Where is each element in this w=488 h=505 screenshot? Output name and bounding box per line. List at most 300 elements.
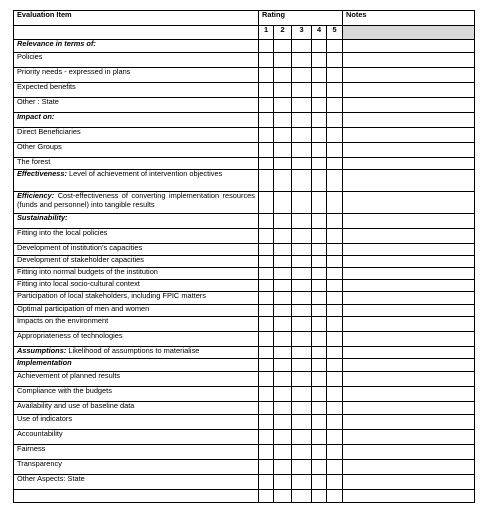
evaluation-item-cell: [14, 317, 259, 332]
evaluation-row: [14, 305, 475, 317]
rating-cell-3[interactable]: [292, 387, 312, 402]
evaluation-item-cell: [14, 128, 259, 143]
rating-cell-4[interactable]: [312, 415, 327, 430]
rating-cell-3[interactable]: [292, 347, 312, 359]
evaluation-row: [14, 415, 475, 430]
rating-cell-5[interactable]: [327, 317, 343, 332]
item-lead-label: Efficiency:: [17, 191, 55, 200]
notes-cell[interactable]: [343, 292, 475, 305]
evaluation-row: [14, 372, 475, 387]
rating-cell-2[interactable]: [274, 268, 292, 280]
item-label: Availability and use of baseline data: [17, 401, 135, 410]
rating-cell-2[interactable]: [274, 244, 292, 256]
rating-cell-2[interactable]: [274, 490, 292, 503]
rating-cell-4[interactable]: [312, 317, 327, 332]
rating-cell-5[interactable]: [327, 280, 343, 292]
rating-cell-5[interactable]: [327, 387, 343, 402]
notes-cell[interactable]: [343, 372, 475, 387]
rating-cell-3[interactable]: [292, 170, 312, 192]
notes-cell[interactable]: [343, 347, 475, 359]
rating-cell-3[interactable]: [292, 98, 312, 113]
rating-cell-4[interactable]: [312, 40, 327, 53]
notes-cell[interactable]: [343, 113, 475, 128]
notes-cell[interactable]: [343, 256, 475, 268]
rating-cell-3[interactable]: [292, 402, 312, 415]
rating-cell-1[interactable]: [259, 256, 274, 268]
evaluation-item-cell: [14, 98, 259, 113]
rating-3-header: 3: [292, 26, 312, 40]
rating-cell-5[interactable]: [327, 372, 343, 387]
evaluation-row: [14, 430, 475, 445]
evaluation-row: [14, 268, 475, 280]
rating-cell-1[interactable]: [259, 40, 274, 53]
rating-cell-5[interactable]: [327, 113, 343, 128]
rating-cell-2[interactable]: [274, 192, 292, 214]
rating-cell-3[interactable]: [292, 280, 312, 292]
notes-cell[interactable]: [343, 53, 475, 68]
rating-cell-3[interactable]: [292, 128, 312, 143]
rating-cell-3[interactable]: [292, 359, 312, 372]
rating-cell-4[interactable]: [312, 68, 327, 83]
item-lead-label: Assumptions:: [17, 346, 67, 355]
rating-cell-5[interactable]: [327, 445, 343, 460]
rating-cell-2[interactable]: [274, 317, 292, 332]
rating-cell-4[interactable]: [312, 292, 327, 305]
rating-cell-3[interactable]: [292, 372, 312, 387]
rating-cell-4[interactable]: [312, 113, 327, 128]
notes-shaded-cell: [343, 26, 475, 40]
evaluation-item-cell: [14, 445, 259, 460]
rating-cell-4[interactable]: [312, 359, 327, 372]
evaluation-item-cell: [14, 292, 259, 305]
evaluation-item-cell: [14, 387, 259, 402]
evaluation-row: [14, 317, 475, 332]
item-label: Use of indicators: [17, 414, 73, 423]
rating-header: Rating: [259, 11, 343, 26]
rating-cell-3[interactable]: [292, 305, 312, 317]
evaluation-row: [14, 280, 475, 292]
evaluation-row: [14, 98, 475, 113]
notes-cell[interactable]: [343, 170, 475, 192]
evaluation-row: [14, 256, 475, 268]
rating-cell-1[interactable]: [259, 332, 274, 347]
rating-cell-3[interactable]: [292, 68, 312, 83]
rating-cell-4[interactable]: [312, 256, 327, 268]
rating-cell-5[interactable]: [327, 402, 343, 415]
rating-cell-3[interactable]: [292, 40, 312, 53]
rating-cell-5[interactable]: [327, 359, 343, 372]
item-label: Impacts on the environment: [17, 316, 109, 325]
item-label: Direct Beneficiaries: [17, 127, 81, 136]
evaluation-item-cell: [14, 460, 259, 475]
notes-cell[interactable]: [343, 402, 475, 415]
rating-cell-2[interactable]: [274, 387, 292, 402]
rating-cell-4[interactable]: [312, 347, 327, 359]
evaluation-item-cell: [14, 192, 259, 214]
rating-cell-4[interactable]: [312, 170, 327, 192]
evaluation-row: [14, 244, 475, 256]
item-label: The forest: [17, 157, 51, 166]
rating-cell-4[interactable]: [312, 460, 327, 475]
rating-cell-1[interactable]: [259, 460, 274, 475]
notes-header: Notes: [343, 11, 475, 26]
item-lead-label: Effectiveness:: [17, 169, 67, 178]
rating-cell-4[interactable]: [312, 475, 327, 490]
evaluation-item-cell: [14, 332, 259, 347]
rating-cell-4[interactable]: [312, 268, 327, 280]
rating-cell-4[interactable]: [312, 387, 327, 402]
rating-cell-3[interactable]: [292, 192, 312, 214]
rating-cell-2[interactable]: [274, 445, 292, 460]
rating-cell-5[interactable]: [327, 292, 343, 305]
rating-scale-row: [14, 26, 475, 40]
rating-cell-3[interactable]: [292, 53, 312, 68]
rating-cell-1[interactable]: [259, 143, 274, 158]
item-label: Optimal participation of men and women: [17, 304, 150, 313]
item-label: Fairness: [17, 444, 46, 453]
rating-cell-3[interactable]: [292, 256, 312, 268]
evaluation-item-cell: [14, 214, 259, 229]
rating-cell-5[interactable]: [327, 305, 343, 317]
notes-cell[interactable]: [343, 229, 475, 244]
evaluation-item-cell: [14, 402, 259, 415]
rating-cell-4[interactable]: [312, 445, 327, 460]
item-label: Achievement of planned results: [17, 371, 121, 380]
rating-cell-2[interactable]: [274, 68, 292, 83]
evaluation-row: [14, 359, 475, 372]
evaluation-row: [14, 158, 475, 170]
evaluation-item-cell: [14, 83, 259, 98]
rating-cell-3[interactable]: [292, 460, 312, 475]
rating-cell-2[interactable]: [274, 98, 292, 113]
evaluation-row: [14, 170, 475, 192]
rating-cell-3[interactable]: [292, 158, 312, 170]
evaluation-row: [14, 214, 475, 229]
evaluation-row: [14, 143, 475, 158]
rating-cell-1[interactable]: [259, 430, 274, 445]
rating-cell-5[interactable]: [327, 256, 343, 268]
rating-cell-2[interactable]: [274, 292, 292, 305]
item-label: Priority needs - expressed in plans: [17, 67, 131, 76]
rating-cell-3[interactable]: [292, 445, 312, 460]
item-label: Level of achievement of intervention objectives: [66, 169, 223, 178]
rating-4-header: 4: [312, 26, 327, 40]
rating-cell-2[interactable]: [274, 143, 292, 158]
evaluation-row: [14, 192, 475, 214]
evaluation-item-cell: [14, 229, 259, 244]
item-label: Other Aspects: State: [17, 474, 85, 483]
evaluation-item-cell: [14, 158, 259, 170]
notes-cell[interactable]: [343, 430, 475, 445]
rating-cell-1[interactable]: [259, 268, 274, 280]
evaluation-row: [14, 292, 475, 305]
evaluation-item-cell: [14, 475, 259, 490]
rating-cell-5[interactable]: [327, 332, 343, 347]
notes-cell[interactable]: [343, 359, 475, 372]
evaluation-item-cell: [14, 347, 259, 359]
evaluation-row: [14, 128, 475, 143]
rating-cell-3[interactable]: [292, 475, 312, 490]
rating-cell-1[interactable]: [259, 445, 274, 460]
rating-cell-1[interactable]: [259, 192, 274, 214]
rating-2-header: 2: [274, 26, 292, 40]
evaluation-row: [14, 53, 475, 68]
item-label: Fitting into the local policies: [17, 228, 108, 237]
evaluation-row: [14, 347, 475, 359]
notes-cell[interactable]: [343, 98, 475, 113]
evaluation-item-cell: [14, 170, 259, 192]
rating-cell-5[interactable]: [327, 98, 343, 113]
blank-cell: [14, 26, 259, 40]
notes-cell[interactable]: [343, 305, 475, 317]
evaluation-row: [14, 332, 475, 347]
rating-cell-2[interactable]: [274, 347, 292, 359]
rating-cell-5[interactable]: [327, 268, 343, 280]
rating-cell-4[interactable]: [312, 402, 327, 415]
rating-cell-2[interactable]: [274, 280, 292, 292]
rating-cell-2[interactable]: [274, 214, 292, 229]
rating-cell-2[interactable]: [274, 372, 292, 387]
item-label: Cost-effectiveness of converting implementation resources (funds and personnel) into tangible results: [17, 191, 255, 209]
notes-cell[interactable]: [343, 40, 475, 53]
rating-cell-1[interactable]: [259, 170, 274, 192]
rating-cell-1[interactable]: [259, 244, 274, 256]
rating-cell-5[interactable]: [327, 415, 343, 430]
rating-cell-5[interactable]: [327, 68, 343, 83]
item-label: Appropriateness of technologies: [17, 331, 123, 340]
evaluation-row: [14, 402, 475, 415]
rating-cell-3[interactable]: [292, 490, 312, 503]
rating-cell-4[interactable]: [312, 229, 327, 244]
evaluation-item-cell: [14, 268, 259, 280]
evaluation-item-cell: [14, 359, 259, 372]
evaluation-row: [14, 445, 475, 460]
notes-cell[interactable]: [343, 415, 475, 430]
rating-cell-1[interactable]: [259, 214, 274, 229]
item-label: Fitting into local socio-cultural context: [17, 279, 140, 288]
rating-cell-2[interactable]: [274, 83, 292, 98]
rating-cell-4[interactable]: [312, 53, 327, 68]
rating-cell-1[interactable]: [259, 98, 274, 113]
notes-cell[interactable]: [343, 83, 475, 98]
section-heading: Sustainability:: [17, 213, 68, 222]
rating-cell-1[interactable]: [259, 68, 274, 83]
notes-cell[interactable]: [343, 68, 475, 83]
rating-cell-3[interactable]: [292, 268, 312, 280]
rating-cell-3[interactable]: [292, 113, 312, 128]
rating-cell-1[interactable]: [259, 415, 274, 430]
rating-cell-3[interactable]: [292, 214, 312, 229]
notes-cell[interactable]: [343, 128, 475, 143]
evaluation-row: [14, 68, 475, 83]
item-label: Other : State: [17, 97, 59, 106]
notes-cell[interactable]: [343, 268, 475, 280]
rating-cell-2[interactable]: [274, 430, 292, 445]
rating-cell-2[interactable]: [274, 415, 292, 430]
rating-cell-2[interactable]: [274, 305, 292, 317]
rating-cell-5[interactable]: [327, 244, 343, 256]
evaluation-item-cell: [14, 256, 259, 268]
evaluation-item-cell: [14, 490, 259, 503]
rating-cell-1[interactable]: [259, 490, 274, 503]
rating-cell-3[interactable]: [292, 83, 312, 98]
rating-cell-2[interactable]: [274, 359, 292, 372]
evaluation-row: [14, 113, 475, 128]
notes-cell[interactable]: [343, 244, 475, 256]
rating-cell-1[interactable]: [259, 317, 274, 332]
rating-cell-4[interactable]: [312, 280, 327, 292]
rating-cell-4[interactable]: [312, 332, 327, 347]
rating-cell-3[interactable]: [292, 430, 312, 445]
rating-cell-3[interactable]: [292, 415, 312, 430]
evaluation-item-cell: [14, 244, 259, 256]
item-label: Participation of local stakeholders, including FPIC matters: [17, 291, 206, 300]
rating-cell-2[interactable]: [274, 332, 292, 347]
item-label: Development of stakeholder capacities: [17, 255, 144, 264]
rating-cell-5[interactable]: [327, 170, 343, 192]
rating-cell-4[interactable]: [312, 128, 327, 143]
notes-cell[interactable]: [343, 192, 475, 214]
rating-cell-1[interactable]: [259, 359, 274, 372]
rating-cell-5[interactable]: [327, 192, 343, 214]
rating-cell-1[interactable]: [259, 128, 274, 143]
rating-cell-5[interactable]: [327, 158, 343, 170]
evaluation-row: [14, 490, 475, 503]
rating-cell-2[interactable]: [274, 475, 292, 490]
evaluation-item-header: Evaluation Item: [14, 11, 259, 26]
item-label: Expected benefits: [17, 82, 76, 91]
section-heading: Relevance in terms of:: [17, 39, 96, 48]
rating-cell-1[interactable]: [259, 83, 274, 98]
item-label: Transparency: [17, 459, 62, 468]
rating-cell-1[interactable]: [259, 347, 274, 359]
evaluation-item-cell: [14, 53, 259, 68]
notes-cell[interactable]: [343, 332, 475, 347]
rating-cell-5[interactable]: [327, 143, 343, 158]
rating-cell-5[interactable]: [327, 214, 343, 229]
rating-cell-5[interactable]: [327, 53, 343, 68]
rating-cell-3[interactable]: [292, 292, 312, 305]
rating-cell-4[interactable]: [312, 490, 327, 503]
rating-cell-4[interactable]: [312, 214, 327, 229]
rating-cell-2[interactable]: [274, 158, 292, 170]
rating-cell-3[interactable]: [292, 317, 312, 332]
rating-cell-1[interactable]: [259, 387, 274, 402]
notes-cell[interactable]: [343, 317, 475, 332]
evaluation-item-cell: [14, 430, 259, 445]
rating-cell-4[interactable]: [312, 83, 327, 98]
rating-cell-2[interactable]: [274, 460, 292, 475]
section-heading: Implementation: [17, 358, 72, 367]
rating-cell-5[interactable]: [327, 40, 343, 53]
notes-cell[interactable]: [343, 158, 475, 170]
evaluation-item-cell: [14, 113, 259, 128]
rating-cell-4[interactable]: [312, 158, 327, 170]
rating-cell-1[interactable]: [259, 280, 274, 292]
rating-cell-5[interactable]: [327, 460, 343, 475]
evaluation-item-cell: [14, 280, 259, 292]
evaluation-item-cell: [14, 40, 259, 53]
rating-cell-2[interactable]: [274, 53, 292, 68]
rating-cell-1[interactable]: [259, 475, 274, 490]
rating-cell-1[interactable]: [259, 402, 274, 415]
rating-cell-5[interactable]: [327, 490, 343, 503]
evaluation-row: [14, 83, 475, 98]
rating-cell-1[interactable]: [259, 53, 274, 68]
rating-cell-3[interactable]: [292, 229, 312, 244]
evaluation-row: [14, 387, 475, 402]
rating-cell-3[interactable]: [292, 143, 312, 158]
rating-cell-1[interactable]: [259, 113, 274, 128]
notes-cell[interactable]: [343, 387, 475, 402]
rating-cell-1[interactable]: [259, 372, 274, 387]
rating-cell-4[interactable]: [312, 244, 327, 256]
rating-cell-3[interactable]: [292, 244, 312, 256]
rating-cell-2[interactable]: [274, 128, 292, 143]
rating-cell-2[interactable]: [274, 256, 292, 268]
evaluation-row: [14, 460, 475, 475]
evaluation-row: [14, 229, 475, 244]
rating-cell-1[interactable]: [259, 229, 274, 244]
notes-cell[interactable]: [343, 280, 475, 292]
notes-cell[interactable]: [343, 460, 475, 475]
rating-cell-1[interactable]: [259, 292, 274, 305]
evaluation-row: [14, 40, 475, 53]
notes-cell[interactable]: [343, 490, 475, 503]
rating-cell-3[interactable]: [292, 332, 312, 347]
item-label: Likelihood of assumptions to materialise: [66, 346, 200, 355]
evaluation-item-cell: [14, 372, 259, 387]
evaluation-item-cell: [14, 68, 259, 83]
item-label: Development of institution’s capacities: [17, 243, 143, 252]
notes-cell[interactable]: [343, 475, 475, 490]
rating-cell-4[interactable]: [312, 305, 327, 317]
evaluation-item-cell: [14, 415, 259, 430]
item-label: Other Groups: [17, 142, 62, 151]
rating-cell-5[interactable]: [327, 347, 343, 359]
rating-cell-4[interactable]: [312, 372, 327, 387]
rating-cell-4[interactable]: [312, 143, 327, 158]
header-row: [14, 11, 475, 26]
rating-cell-2[interactable]: [274, 402, 292, 415]
section-heading: Impact on:: [17, 112, 55, 121]
rating-cell-2[interactable]: [274, 170, 292, 192]
rating-cell-5[interactable]: [327, 475, 343, 490]
notes-cell[interactable]: [343, 214, 475, 229]
item-label: Fitting into normal budgets of the institution: [17, 267, 158, 276]
rating-cell-1[interactable]: [259, 305, 274, 317]
item-label: Compliance with the budgets: [17, 386, 112, 395]
rating-cell-5[interactable]: [327, 128, 343, 143]
rating-cell-5[interactable]: [327, 229, 343, 244]
rating-cell-4[interactable]: [312, 98, 327, 113]
item-label: Policies: [17, 52, 43, 61]
rating-cell-2[interactable]: [274, 229, 292, 244]
rating-1-header: 1: [259, 26, 274, 40]
notes-cell[interactable]: [343, 143, 475, 158]
item-label: Accountability: [17, 429, 63, 438]
rating-cell-2[interactable]: [274, 113, 292, 128]
rating-cell-2[interactable]: [274, 40, 292, 53]
rating-cell-5[interactable]: [327, 83, 343, 98]
notes-cell[interactable]: [343, 445, 475, 460]
rating-cell-4[interactable]: [312, 192, 327, 214]
rating-cell-1[interactable]: [259, 158, 274, 170]
rating-5-header: 5: [327, 26, 343, 40]
evaluation-item-cell: [14, 143, 259, 158]
rating-cell-5[interactable]: [327, 430, 343, 445]
rating-cell-4[interactable]: [312, 430, 327, 445]
